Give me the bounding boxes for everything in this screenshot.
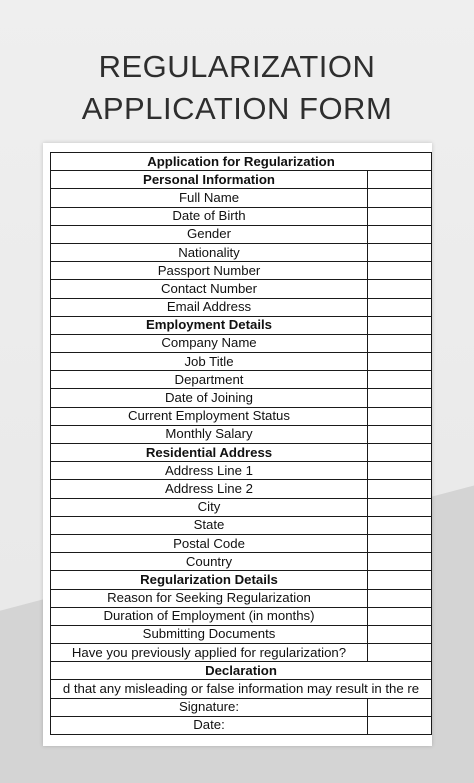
field-label: Gender <box>51 225 368 243</box>
field-row <box>51 298 432 316</box>
field-row <box>51 498 432 516</box>
field-label: Company Name <box>51 334 368 352</box>
field-label: Nationality <box>51 243 368 261</box>
section-header-row <box>51 316 432 334</box>
field-label: Have you previously applied for regularization? <box>51 644 368 662</box>
form-title-row <box>51 153 432 171</box>
address-line-1-input-cell[interactable] <box>368 462 432 480</box>
field-label: Monthly Salary <box>51 425 368 443</box>
contact-number-input-cell[interactable] <box>368 280 432 298</box>
field-label: Reason for Seeking Regularization <box>51 589 368 607</box>
form-sheet <box>43 143 432 746</box>
section-heading-personal: Personal Information <box>51 171 368 189</box>
postal-code-input-cell[interactable] <box>368 534 432 552</box>
field-row <box>51 480 432 498</box>
page-title-line-2: APPLICATION FORM <box>81 91 393 126</box>
documents-input-cell[interactable] <box>368 625 432 643</box>
gender-input-cell[interactable] <box>368 225 432 243</box>
field-label: City <box>51 498 368 516</box>
field-row <box>51 243 432 261</box>
field-row <box>51 371 432 389</box>
field-row <box>51 462 432 480</box>
section-heading-employment: Employment Details <box>51 316 368 334</box>
duration-input-cell[interactable] <box>368 607 432 625</box>
previously-applied-input-cell[interactable] <box>368 644 432 662</box>
field-label: State <box>51 516 368 534</box>
field-label: Date of Joining <box>51 389 368 407</box>
country-input-cell[interactable] <box>368 553 432 571</box>
field-row <box>51 353 432 371</box>
section-heading-regularization: Regularization Details <box>51 571 368 589</box>
declaration-heading: Declaration <box>51 662 432 680</box>
field-label: Date of Birth <box>51 207 368 225</box>
field-row <box>51 225 432 243</box>
job-title-input-cell[interactable] <box>368 353 432 371</box>
field-row <box>51 262 432 280</box>
field-label: Passport Number <box>51 262 368 280</box>
field-row <box>51 389 432 407</box>
field-row <box>51 553 432 571</box>
company-name-input-cell[interactable] <box>368 334 432 352</box>
date-label: Date: <box>51 716 368 734</box>
regularization-form-table <box>50 152 432 735</box>
date-input-cell[interactable] <box>368 716 432 734</box>
field-row <box>51 698 432 716</box>
address-line-2-input-cell[interactable] <box>368 480 432 498</box>
field-row <box>51 280 432 298</box>
reason-input-cell[interactable] <box>368 589 432 607</box>
field-row <box>51 534 432 552</box>
state-input-cell[interactable] <box>368 516 432 534</box>
field-label: Email Address <box>51 298 368 316</box>
section-value-cell <box>368 444 432 462</box>
field-label: Duration of Employment (in months) <box>51 607 368 625</box>
page-title-line-1: REGULARIZATION <box>98 49 376 84</box>
field-label: Current Employment Status <box>51 407 368 425</box>
field-label: Contact Number <box>51 280 368 298</box>
field-row <box>51 516 432 534</box>
city-input-cell[interactable] <box>368 498 432 516</box>
signature-label: Signature: <box>51 698 368 716</box>
field-row <box>51 589 432 607</box>
field-label: Postal Code <box>51 534 368 552</box>
section-value-cell <box>368 571 432 589</box>
section-header-row <box>51 444 432 462</box>
field-label: Address Line 2 <box>51 480 368 498</box>
section-heading-address: Residential Address <box>51 444 368 462</box>
passport-number-input-cell[interactable] <box>368 262 432 280</box>
form-title: Application for Regularization <box>51 153 432 171</box>
section-header-row <box>51 571 432 589</box>
monthly-salary-input-cell[interactable] <box>368 425 432 443</box>
field-row <box>51 607 432 625</box>
employment-status-input-cell[interactable] <box>368 407 432 425</box>
email-address-input-cell[interactable] <box>368 298 432 316</box>
field-label: Country <box>51 553 368 571</box>
field-row <box>51 644 432 662</box>
field-row <box>51 716 432 734</box>
field-row <box>51 407 432 425</box>
department-input-cell[interactable] <box>368 371 432 389</box>
declaration-text-row <box>51 680 432 698</box>
field-label: Department <box>51 371 368 389</box>
signature-input-cell[interactable] <box>368 698 432 716</box>
field-row <box>51 189 432 207</box>
nationality-input-cell[interactable] <box>368 243 432 261</box>
field-label: Full Name <box>51 189 368 207</box>
field-label: Job Title <box>51 353 368 371</box>
section-value-cell <box>368 171 432 189</box>
field-label: Submitting Documents <box>51 625 368 643</box>
section-header-row <box>51 171 432 189</box>
full-name-input-cell[interactable] <box>368 189 432 207</box>
field-row <box>51 425 432 443</box>
date-of-birth-input-cell[interactable] <box>368 207 432 225</box>
field-row <box>51 625 432 643</box>
declaration-text: d that any misleading or false information may result in the re <box>51 680 432 698</box>
declaration-header-row <box>51 662 432 680</box>
field-row <box>51 334 432 352</box>
field-row <box>51 207 432 225</box>
section-value-cell <box>368 316 432 334</box>
field-label: Address Line 1 <box>51 462 368 480</box>
date-of-joining-input-cell[interactable] <box>368 389 432 407</box>
